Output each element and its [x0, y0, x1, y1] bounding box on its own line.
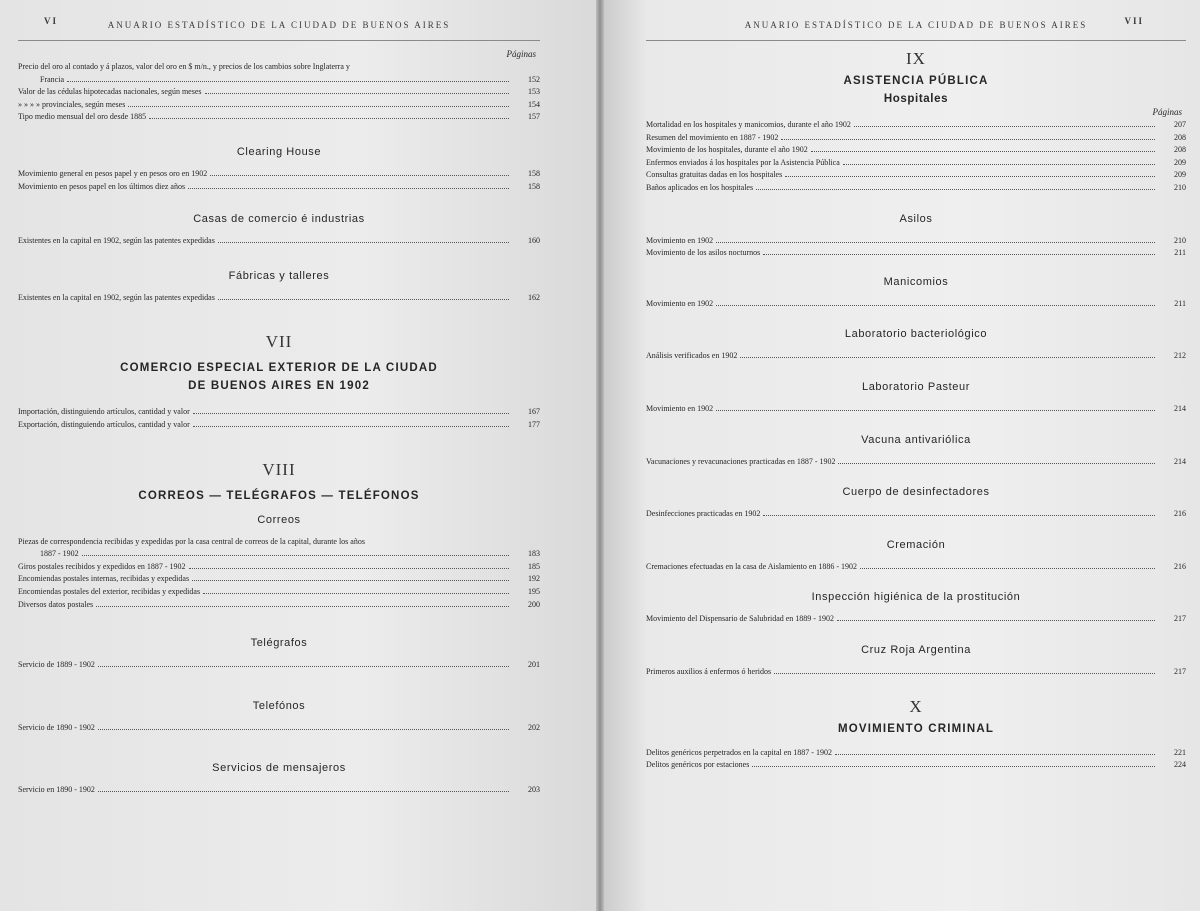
toc-entry — [18, 561, 540, 574]
toc-group — [646, 235, 1186, 260]
toc-entry — [646, 169, 1186, 182]
toc-entry-text: Vacunaciones y revacunaciones practicadas en 1887 - 1902 — [646, 456, 836, 466]
dot-leader — [128, 106, 509, 107]
toc-page-number: 177 — [528, 419, 540, 429]
toc-entry — [646, 747, 1186, 760]
toc-entry-text: Cremaciones efectuadas en la casa de Aislamiento en 1886 - 1902 — [646, 561, 858, 571]
section-title: Vacuna antivariólica — [861, 433, 971, 446]
toc-entry-text: Delitos genéricos por estaciones — [646, 760, 750, 770]
dot-leader — [752, 766, 1155, 767]
toc-page-number: 221 — [1174, 747, 1186, 757]
dot-leader — [781, 139, 1155, 140]
dot-leader — [193, 413, 509, 414]
toc-group — [18, 292, 540, 305]
toc-entry — [18, 99, 540, 112]
toc-group — [646, 403, 1186, 416]
toc-entry — [18, 111, 540, 124]
toc-entry — [646, 119, 1186, 132]
dot-leader — [838, 463, 1155, 464]
toc-entry-text: Diversos datos postales — [18, 599, 94, 609]
toc-entry-text: 1887 - 1902 — [40, 549, 79, 559]
toc-page-number: 157 — [528, 112, 540, 122]
dot-leader — [67, 81, 509, 82]
toc-entry — [18, 548, 540, 561]
toc-entry-text: Delitos genéricos perpetrados en la capital en 1887 - 1902 — [646, 747, 832, 757]
toc-group — [646, 119, 1186, 195]
toc-page-number: 162 — [528, 292, 540, 302]
chapter-numeral: VIII — [262, 459, 296, 479]
section-title: Fábricas y talleres — [228, 269, 330, 282]
section-title: Hospitales — [883, 93, 949, 105]
dot-leader — [210, 175, 509, 176]
toc-page-number: 200 — [528, 599, 540, 609]
toc-entry — [646, 403, 1186, 416]
toc-group — [18, 659, 540, 672]
toc-group — [646, 456, 1186, 469]
toc-entry — [646, 182, 1186, 195]
dot-leader — [203, 593, 509, 594]
dot-leader — [843, 164, 1155, 165]
toc-entry-text: Movimiento en pesos papel en los últimos diez años — [18, 181, 186, 191]
toc-entry-text: Movimiento de los hospitales, durante el año 1902 — [646, 145, 808, 155]
dot-leader — [716, 242, 1155, 243]
dot-leader — [188, 188, 509, 189]
section-title: Laboratorio bacteriológico — [844, 328, 988, 341]
dot-leader — [763, 515, 1155, 516]
toc-entry — [18, 86, 540, 99]
toc-entry — [646, 613, 1186, 626]
dot-leader — [98, 729, 509, 730]
section-title: Cruz Roja Argentina — [861, 643, 971, 656]
dot-leader — [98, 666, 509, 667]
dot-leader — [835, 754, 1155, 755]
dot-leader — [716, 305, 1155, 306]
toc-entry — [18, 784, 540, 797]
toc-entry-text: Movimiento general en pesos papel y en pesos oro en 1902 — [18, 168, 208, 178]
chapter-numeral: VII — [265, 332, 293, 352]
toc-entry — [646, 508, 1186, 521]
toc-entry — [18, 168, 540, 181]
section-title: Correos — [257, 513, 301, 526]
toc-entry-text: Movimiento en 1902 — [646, 298, 714, 308]
toc-entry-text: Desinfecciones practicadas en 1902 — [646, 509, 761, 519]
chapter-title: CORREOS — TELÉGRAFOS — TELÉFONOS — [138, 489, 420, 502]
toc-page-number: 210 — [1174, 235, 1186, 245]
toc-entry — [18, 181, 540, 194]
toc-entry-text: Consultas gratuitas dadas en los hospitales — [646, 170, 783, 180]
paginas-label: Páginas — [1152, 107, 1182, 117]
section-title: Asilos — [899, 212, 933, 225]
toc-group — [646, 666, 1186, 679]
toc-group — [18, 406, 540, 431]
toc-entry — [18, 599, 540, 612]
book-spine — [596, 0, 604, 911]
toc-entry-text: Enfermos enviados á los hospitales por la Asistencia Pública — [646, 157, 840, 167]
section-title: Servicios de mensajeros — [212, 762, 346, 775]
toc-entry — [18, 586, 540, 599]
running-head — [646, 16, 1186, 40]
toc-entry — [18, 659, 540, 672]
running-title: ANUARIO ESTADÍSTICO DE LA CIUDAD DE BUENOS AIRES — [107, 20, 451, 30]
toc-entry — [18, 406, 540, 419]
toc-page-number: 158 — [528, 168, 540, 178]
toc-entry — [646, 456, 1186, 469]
dot-leader — [98, 791, 509, 792]
toc-page-number: 183 — [528, 549, 540, 559]
toc-group — [18, 74, 540, 124]
toc-entry-text: Encomiendas postales internas, recibidas y expedidas — [18, 574, 190, 584]
toc-group — [18, 722, 540, 735]
section-title: Cremación — [886, 538, 946, 551]
toc-entry-text: Servicio de 1890 - 1902 — [18, 722, 95, 732]
toc-entry — [646, 298, 1186, 311]
toc-page-number: 217 — [1174, 666, 1186, 676]
toc-entry-text: Análisis verificados en 1902 — [646, 351, 738, 361]
dot-leader — [205, 93, 510, 94]
toc-page-number: 160 — [528, 236, 540, 246]
chapter-numeral: IX — [906, 49, 926, 68]
toc-entry-text: Primeros auxilios á enfermos ó heridos — [646, 666, 772, 676]
dot-leader — [218, 299, 509, 300]
toc-group — [646, 350, 1186, 363]
section-title: Cuerpo de desinfectadores — [842, 486, 990, 499]
paginas-label: Páginas — [506, 49, 536, 59]
toc-page-number: 202 — [528, 722, 540, 732]
toc-page-number: 208 — [1174, 145, 1186, 155]
toc-line: Precio del oro al contado y á plazos, valor del oro en $ m/n., y precios de los cambios sobre Inglaterra y — [18, 62, 350, 71]
toc-group — [18, 548, 540, 611]
toc-group — [646, 508, 1186, 521]
toc-page-number: 214 — [1174, 403, 1186, 413]
toc-entry — [646, 235, 1186, 248]
toc-entry-text: Tipo medio mensual del oro desde 1885 — [18, 112, 147, 122]
section-title: Telégrafos — [250, 637, 308, 650]
toc-entry-text: Movimiento en 1902 — [646, 403, 714, 413]
toc-entry-text: Movimiento del Dispensario de Salubridad en 1889 - 1902 — [646, 614, 834, 624]
toc-entry-text: Movimiento de los asilos nocturnos — [646, 248, 761, 258]
toc-page-number: 216 — [1174, 561, 1186, 571]
toc-group — [646, 561, 1186, 574]
header-rule — [18, 40, 540, 41]
toc-entry — [18, 292, 540, 305]
toc-line: Piezas de correspondencia recibidas y expedidas por la casa central de correos de la capital, durante los años — [18, 536, 365, 546]
toc-entry-text: Francia — [40, 74, 64, 84]
toc-entry-text: Resumen del movimiento en 1887 - 1902 — [646, 132, 779, 142]
dot-leader — [716, 410, 1155, 411]
toc-page-number: 217 — [1174, 614, 1186, 624]
dot-leader — [740, 357, 1155, 358]
dot-leader — [192, 580, 509, 581]
toc-entry-text: Mortalidad en los hospitales y manicomios, durante el año 1902 — [646, 120, 851, 129]
dot-leader — [785, 176, 1155, 177]
toc-entry — [646, 759, 1186, 772]
toc-entry-text: Servicio en 1890 - 1902 — [18, 785, 95, 795]
section-title: Inspección higiénica de la prostitución — [811, 591, 1021, 604]
dot-leader — [149, 118, 509, 119]
toc-page-number: 158 — [528, 181, 540, 191]
dot-leader — [218, 242, 509, 243]
toc-entry — [646, 144, 1186, 157]
toc-entry-text: Servicio de 1889 - 1902 — [18, 660, 95, 670]
toc-page-number: 211 — [1174, 248, 1186, 258]
section-title: Telefónos — [252, 699, 306, 712]
toc-entry — [646, 666, 1186, 679]
section-title: Manicomios — [883, 275, 949, 288]
toc-entry-text: Valor de las cédulas hipotecadas nacionales, según meses — [18, 87, 202, 97]
toc-group — [18, 784, 540, 797]
toc-group — [646, 613, 1186, 626]
toc-page-number: 153 — [528, 87, 540, 97]
toc-entry — [18, 235, 540, 248]
toc-page-number: 212 — [1174, 351, 1186, 361]
page-number: VI — [44, 16, 59, 26]
toc-page-number: 209 — [1174, 157, 1186, 167]
chapter-numeral: X — [909, 696, 923, 716]
toc-group — [646, 298, 1186, 311]
dot-leader — [193, 426, 509, 427]
toc-entry — [646, 561, 1186, 574]
toc-entry-text: Baños aplicados en los hospitales — [646, 182, 754, 192]
toc-group — [18, 235, 540, 248]
chapter-title: COMERCIO ESPECIAL EXTERIOR DE LA CIUDAD — [120, 362, 438, 375]
dot-leader — [854, 126, 1155, 127]
dot-leader — [189, 568, 509, 569]
toc-page-number: 167 — [528, 407, 540, 417]
dot-leader — [756, 189, 1155, 190]
toc-entry-text: Existentes en la capital en 1902, según las patentes expedidas — [18, 236, 215, 246]
dot-leader — [774, 673, 1155, 674]
toc-page-number: 185 — [528, 561, 540, 571]
toc-entry — [18, 573, 540, 586]
toc-page-number: 214 — [1174, 456, 1186, 466]
toc-entry-text: » » » » provinciales, según meses — [18, 99, 126, 109]
dot-leader — [837, 620, 1155, 621]
toc-entry — [646, 247, 1186, 260]
toc-group — [18, 168, 540, 193]
section-title: Casas de comercio é industrias — [193, 213, 365, 226]
toc-page-number: 210 — [1174, 182, 1186, 192]
toc-page-number: 207 — [1174, 120, 1186, 129]
chapter-title: DE BUENOS AIRES EN 1902 — [188, 380, 370, 393]
toc-page-number: 224 — [1174, 760, 1186, 770]
chapter-title: MOVIMIENTO CRIMINAL — [837, 722, 995, 735]
dot-leader — [96, 606, 509, 607]
toc-entry-text: Movimiento en 1902 — [646, 235, 714, 245]
toc-entry-text: Importación, distinguiendo artículos, cantidad y valor — [18, 407, 190, 417]
toc-entry — [646, 350, 1186, 363]
toc-entry — [18, 419, 540, 432]
toc-page-number: 208 — [1174, 132, 1186, 142]
toc-page-number: 203 — [528, 785, 540, 795]
section-title: Clearing House — [236, 145, 322, 158]
toc-entry — [646, 157, 1186, 170]
page-number: VII — [1124, 16, 1144, 26]
toc-entry-text: Exportación, distinguiendo artículos, cantidad y valor — [18, 419, 190, 429]
running-head — [18, 16, 540, 40]
section-title: Laboratorio Pasteur — [861, 380, 970, 393]
header-rule — [646, 40, 1186, 41]
toc-entry-text: Existentes en la capital en 1902, según las patentes expedidas — [18, 292, 215, 302]
toc-group — [646, 747, 1186, 772]
toc-entry — [18, 74, 540, 87]
toc-page-number: 201 — [528, 660, 540, 670]
toc-page-number: 216 — [1174, 509, 1186, 519]
dot-leader — [811, 151, 1155, 152]
toc-entry-text: Encomiendas postales del exterior, recibidas y expedidas — [18, 586, 201, 596]
toc-page-number: 211 — [1174, 298, 1186, 308]
running-title: ANUARIO ESTADÍSTICO DE LA CIUDAD DE BUENOS AIRES — [744, 20, 1088, 30]
toc-page-number: 192 — [528, 574, 540, 584]
toc-page-number: 195 — [528, 586, 540, 596]
toc-page-number: 152 — [528, 74, 540, 84]
toc-entry-text: Giros postales recibidos y expedidos en 1887 - 1902 — [18, 561, 186, 571]
dot-leader — [82, 555, 509, 556]
toc-page-number: 209 — [1174, 170, 1186, 180]
toc-page-number: 154 — [528, 99, 540, 109]
toc-entry — [646, 132, 1186, 145]
chapter-title: ASISTENCIA PÚBLICA — [843, 75, 989, 87]
toc-entry — [18, 722, 540, 735]
dot-leader — [763, 254, 1155, 255]
dot-leader — [860, 568, 1155, 569]
right-page — [600, 0, 1200, 911]
